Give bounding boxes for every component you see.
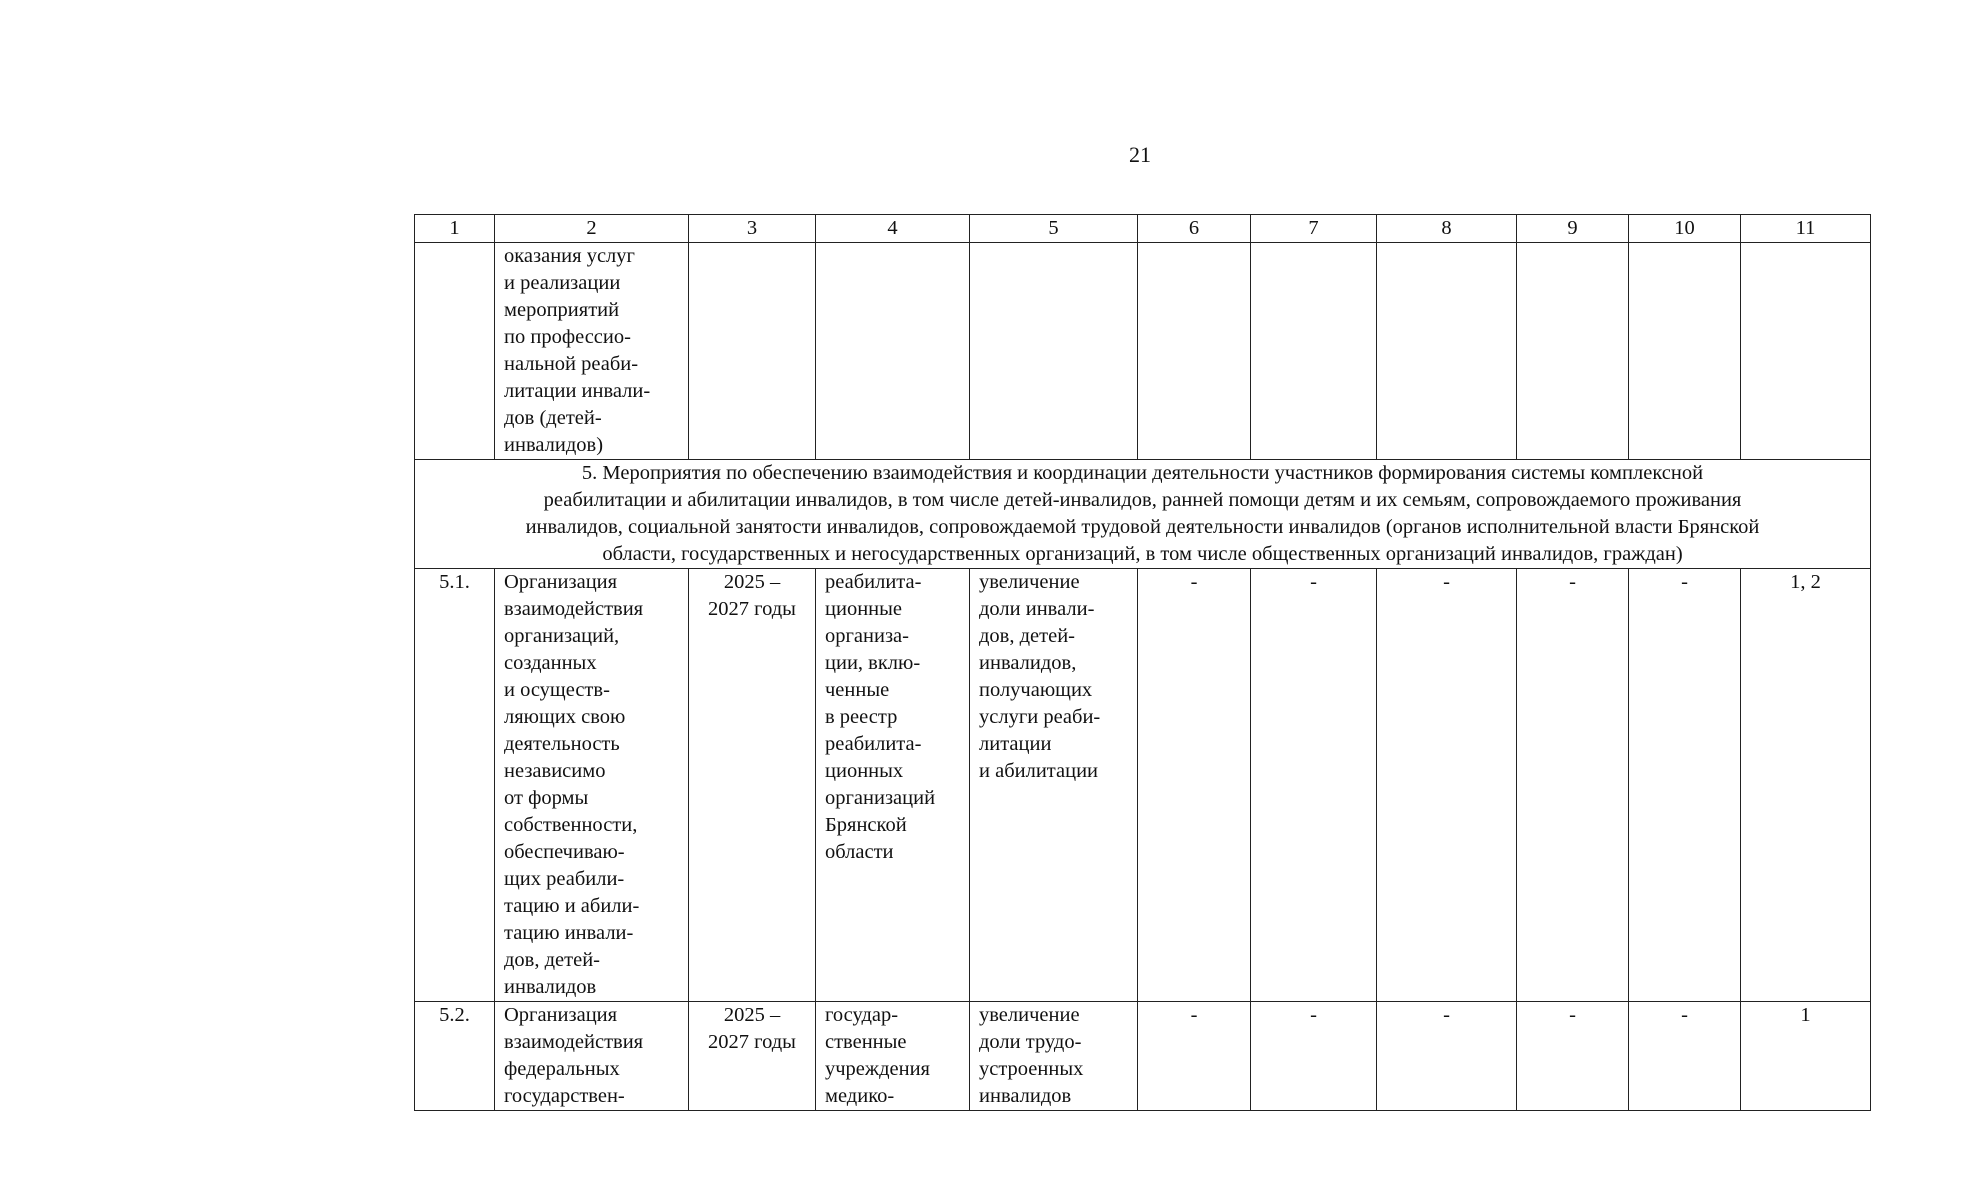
page-number: 21 <box>1129 142 1151 167</box>
column-header: 3 <box>689 215 816 243</box>
column-header: 8 <box>1377 215 1517 243</box>
text-line: в реестр <box>825 706 898 728</box>
section-heading-row <box>415 460 1871 569</box>
text-line: увеличение <box>979 571 1080 593</box>
cell-value <box>1517 243 1629 460</box>
cell-executor <box>816 569 970 1002</box>
text-line: доли трудо- <box>979 1031 1082 1053</box>
text-line: нальной реаби- <box>504 353 639 375</box>
cell-activity-name <box>495 569 689 1002</box>
text-line: инвалидов) <box>504 434 604 456</box>
text-line: инвалидов, социальной занятости инвалидов, сопровождаемой трудовой деятельности инвалидов (органов исполнительной власти Брянской <box>525 516 1760 538</box>
cell-period <box>689 243 816 460</box>
cell-value <box>1629 243 1741 460</box>
cell-value: - <box>1517 1002 1629 1111</box>
text-line: и осуществ- <box>504 679 610 701</box>
cell-value: - <box>1629 1002 1741 1111</box>
text-line: тацию и абили- <box>504 895 640 917</box>
cell-number: 5.2. <box>415 1002 495 1111</box>
text-line: устроенных <box>979 1058 1084 1080</box>
text-line: организаций, <box>504 625 620 647</box>
text-line: ляющих свою <box>504 706 626 728</box>
cell-result <box>970 243 1138 460</box>
column-header: 2 <box>495 215 689 243</box>
text-line: услуги реаби- <box>979 706 1101 728</box>
column-header: 7 <box>1251 215 1377 243</box>
text-line: оказания услуг <box>504 245 635 267</box>
cell-activity-name <box>495 243 689 460</box>
cell-reference <box>1741 243 1871 460</box>
column-header: 9 <box>1517 215 1629 243</box>
text-line: созданных <box>504 652 597 674</box>
text-line: получающих <box>979 679 1093 701</box>
text-line: ченные <box>825 679 890 701</box>
cell-value: - <box>1377 1002 1517 1111</box>
text-line: инвалидов, <box>979 652 1077 674</box>
column-header: 1 <box>415 215 495 243</box>
cell-value: - <box>1251 1002 1377 1111</box>
cell-result <box>970 569 1138 1002</box>
cell-value <box>1138 243 1251 460</box>
cell-period <box>689 569 816 1002</box>
text-line: ции, вклю- <box>825 652 921 674</box>
cell-value: - <box>1138 569 1251 1002</box>
text-line: 5. Мероприятия по обеспечению взаимодействия и координации деятельности участников формирования системы комплексной <box>581 462 1704 484</box>
text-line: увеличение <box>979 1004 1080 1026</box>
text-line: реабилитации и абилитации инвалидов, в том числе детей-инвалидов, ранней помощи детям и их семьям, сопровождаемого проживания <box>543 489 1742 511</box>
text-line: инвалидов <box>979 1085 1072 1107</box>
table-row <box>415 569 1871 1002</box>
text-line: дов, детей- <box>979 625 1075 647</box>
text-line: медико- <box>825 1085 895 1107</box>
text-line: по профессио- <box>504 326 631 348</box>
text-line: взаимодействия <box>504 1031 644 1053</box>
text-line: инвалидов <box>504 976 597 998</box>
text-line: организа- <box>825 625 909 647</box>
cell-value: - <box>1377 569 1517 1002</box>
cell-period <box>689 1002 816 1111</box>
cell-executor <box>816 243 970 460</box>
column-header: 5 <box>970 215 1138 243</box>
text-line: реабилита- <box>825 571 922 593</box>
section-heading <box>415 460 1871 569</box>
text-line: федеральных <box>504 1058 620 1080</box>
text-line: литации <box>979 733 1052 755</box>
text-line: Организация <box>504 571 618 593</box>
text-line: государствен- <box>504 1085 625 1107</box>
text-line: дов (детей- <box>504 407 602 429</box>
cell-reference: 1, 2 <box>1741 569 1871 1002</box>
cell-activity-name <box>495 1002 689 1111</box>
cell-value <box>1251 243 1377 460</box>
text-line: деятельность <box>504 733 620 755</box>
text-line: литации инвали- <box>504 380 651 402</box>
cell-result <box>970 1002 1138 1111</box>
text-line: учреждения <box>825 1058 930 1080</box>
text-line: ственные <box>825 1031 907 1053</box>
text-line: 2025 – <box>723 571 781 593</box>
cell-number <box>415 243 495 460</box>
text-line: Брянской <box>825 814 907 836</box>
text-line: 2027 годы <box>708 1031 796 1053</box>
cell-value: - <box>1138 1002 1251 1111</box>
text-line: обеспечиваю- <box>504 841 625 863</box>
column-header: 6 <box>1138 215 1251 243</box>
text-line: Организация <box>504 1004 618 1026</box>
cell-value <box>1377 243 1517 460</box>
text-line: организаций <box>825 787 936 809</box>
table-row-continuation <box>415 243 1871 460</box>
table-row <box>415 1002 1871 1111</box>
cell-value: - <box>1517 569 1629 1002</box>
cell-value: - <box>1629 569 1741 1002</box>
text-line: области, государственных и негосударственных организаций, в том числе общественных организаций инвалидов, граждан) <box>602 543 1683 565</box>
column-header: 10 <box>1629 215 1741 243</box>
text-line: государ- <box>825 1004 899 1026</box>
text-line: собственности, <box>504 814 638 836</box>
text-line: мероприятий <box>504 299 620 321</box>
cell-reference: 1 <box>1741 1002 1871 1111</box>
text-line: реабилита- <box>825 733 922 755</box>
cell-number: 5.1. <box>415 569 495 1002</box>
text-line: доли инвали- <box>979 598 1095 620</box>
text-line: взаимодействия <box>504 598 644 620</box>
text-line: дов, детей- <box>504 949 600 971</box>
text-line: тацию инвали- <box>504 922 634 944</box>
column-header: 4 <box>816 215 970 243</box>
text-line: ционные <box>825 598 903 620</box>
cell-value: - <box>1251 569 1377 1002</box>
text-line: области <box>825 841 894 863</box>
text-line: от формы <box>504 787 589 809</box>
text-line: 2025 – <box>723 1004 781 1026</box>
text-line: 2027 годы <box>708 598 796 620</box>
text-line: щих реабили- <box>504 868 625 890</box>
text-line: и реализации <box>504 272 621 294</box>
column-header: 11 <box>1741 215 1871 243</box>
cell-executor <box>816 1002 970 1111</box>
text-line: и абилитации <box>979 760 1099 782</box>
text-line: независимо <box>504 760 606 782</box>
text-line: ционных <box>825 760 904 782</box>
column-number-row <box>415 215 1871 243</box>
program-activities-table <box>414 214 1871 1111</box>
